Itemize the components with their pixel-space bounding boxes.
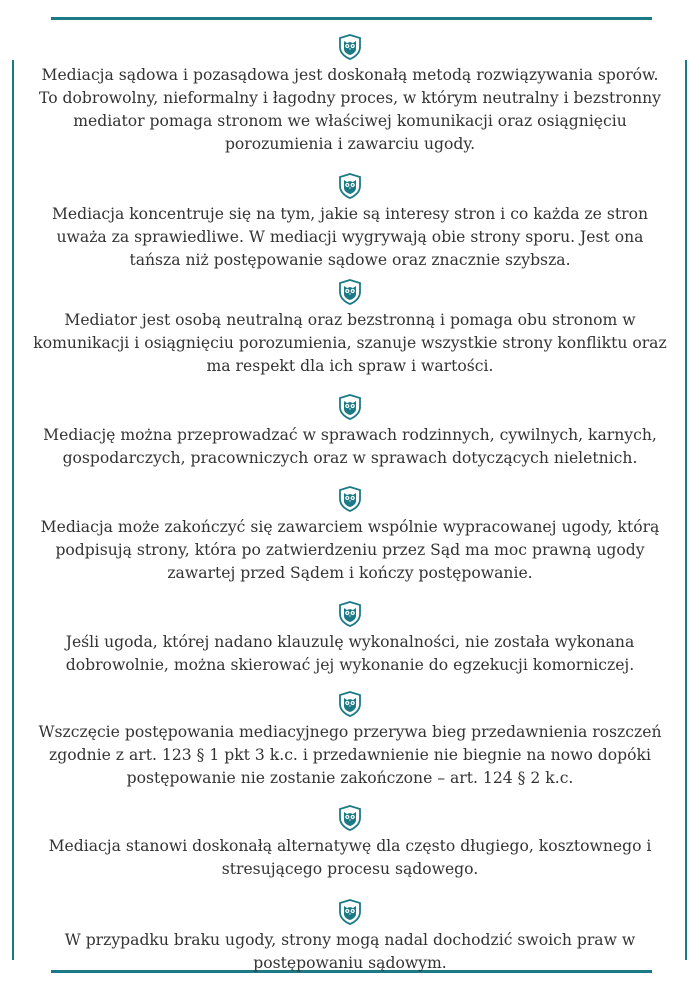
info-block bbox=[16, 279, 684, 378]
top-divider bbox=[51, 17, 652, 20]
paragraph: Mediacja koncentruje się na tym, jakie są interesy stron i co każda ze stron uważa za sprawiedliwe. W mediacji wygrywają obie strony sporu. Jest ona tańsza niż postępowanie sądowe oraz znacznie szybsza. bbox=[51, 205, 649, 269]
owl-shield-icon bbox=[339, 899, 361, 925]
right-border bbox=[685, 60, 687, 960]
paragraph: Mediacja stanowi doskonałą alternatywę dla często długiego, kosztownego i stresującego procesu sądowego. bbox=[48, 837, 652, 878]
owl-shield-icon bbox=[339, 486, 361, 512]
info-block bbox=[16, 805, 684, 881]
info-block bbox=[16, 691, 684, 790]
owl-shield-icon bbox=[339, 34, 361, 60]
owl-shield-icon bbox=[339, 805, 361, 831]
paragraph: Mediacja może zakończyć się zawarciem wspólnie wypracowanej ugody, którą podpisują strony, która po zatwierdzeniu przez Sąd ma moc prawną ugody zawartej przed Sądem i kończy postępowanie. bbox=[40, 518, 660, 582]
info-block bbox=[16, 601, 684, 677]
info-block bbox=[16, 394, 684, 470]
paragraph: Jeśli ugoda, której nadano klauzulę wykonalności, nie została wykonana dobrowolnie, można skierować jej wykonanie do egzekucji komorniczej. bbox=[65, 633, 635, 674]
owl-shield-icon bbox=[339, 394, 361, 420]
info-block bbox=[16, 34, 684, 156]
owl-shield-icon bbox=[339, 173, 361, 199]
paragraph: W przypadku braku ugody, strony mogą nadal dochodzić swoich praw w postępowaniu sądowym. bbox=[64, 931, 636, 972]
owl-shield-icon bbox=[339, 601, 361, 627]
info-block bbox=[16, 486, 684, 585]
paragraph: Wszczęcie postępowania mediacyjnego przerywa bieg przedawnienia roszczeń zgodnie z art. 123 § 1 pkt 3 k.c. i przedawnienie nie biegnie na nowo dopóki postępowanie nie zostanie zakończone – art. 124 § 2 k.c. bbox=[38, 723, 662, 787]
left-border bbox=[12, 60, 14, 960]
owl-shield-icon bbox=[339, 279, 361, 305]
paragraph: Mediacja sądowa i pozasądowa jest doskonałą metodą rozwiązywania sporów. To dobrowolny, nieformalny i łagodny proces, w którym neutralny i bezstronny mediator pomaga stronom we właściwej komunikacji oraz osiągnięciu porozumienia i zawarciu ugody. bbox=[39, 66, 661, 153]
info-block bbox=[16, 173, 684, 272]
paragraph: Mediator jest osobą neutralną oraz bezstronną i pomaga obu stronom w komunikacji i osiągnięciu porozumienia, szanuje wszystkie strony konfliktu oraz ma respekt dla ich spraw i wartości. bbox=[33, 311, 667, 375]
info-block bbox=[16, 899, 684, 975]
owl-shield-icon bbox=[339, 691, 361, 717]
paragraph: Mediację można przeprowadzać w sprawach rodzinnych, cywilnych, karnych, gospodarczych, pracowniczych oraz w sprawach dotyczących nieletnich. bbox=[43, 426, 657, 467]
